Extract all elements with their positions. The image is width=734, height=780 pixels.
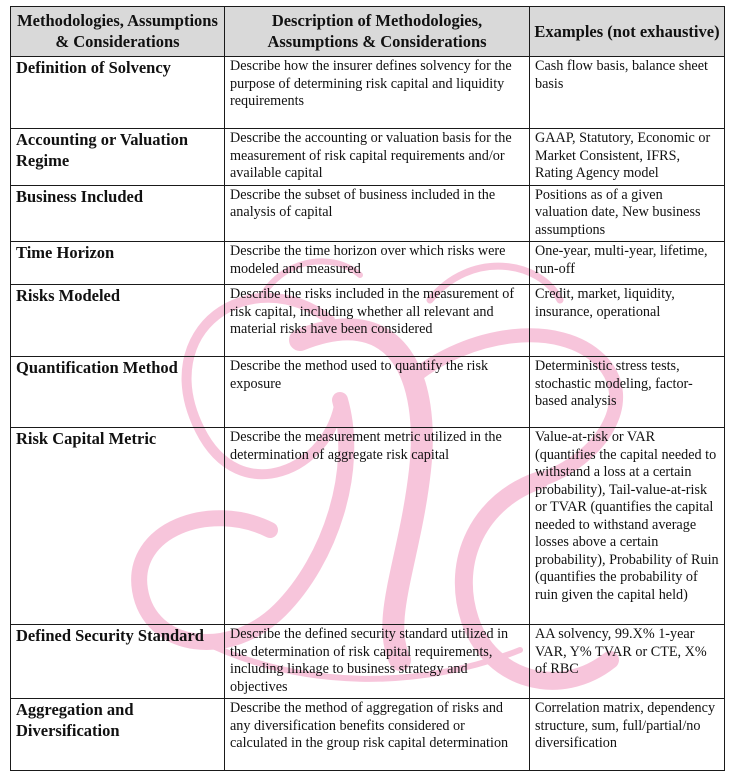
header-row	[11, 7, 725, 57]
description-cell: Describe the subset of business included in the analysis of capital	[225, 185, 530, 242]
methodology-cell: Aggregation and Diversification	[11, 699, 225, 771]
table-row	[11, 57, 725, 129]
table-row	[11, 185, 725, 242]
description-cell: Describe how the insurer defines solvency for the purpose of determining risk capital and liquidity requirements	[225, 57, 530, 129]
header-description: Description of Methodologies, Assumptions & Considerations	[225, 7, 530, 57]
methodology-cell: Time Horizon	[11, 242, 225, 285]
examples-cell: Value-at-risk or VAR (quantifies the capital needed to withstand a loss at a certain probability), Tail-value-at-risk or TVAR (quantifies the capital needed to withstand average losses above a certain probability), Probability of Ruin (quantifies the probability of ruin given the capital held)	[530, 428, 725, 625]
examples-cell: Correlation matrix, dependency structure, sum, full/partial/no diversification	[530, 699, 725, 771]
methodology-cell: Risks Modeled	[11, 285, 225, 357]
header-examples: Examples (not exhaustive)	[530, 7, 725, 57]
table-row	[11, 242, 725, 285]
methodology-cell: Accounting or Valuation Regime	[11, 129, 225, 186]
table-row	[11, 357, 725, 428]
methodology-table	[10, 6, 725, 771]
description-cell: Describe the accounting or valuation basis for the measurement of risk capital requirements and/or available capital	[225, 129, 530, 186]
table-row	[11, 285, 725, 357]
examples-cell: Credit, market, liquidity, insurance, operational	[530, 285, 725, 357]
description-cell: Describe the risks included in the measurement of risk capital, including whether all relevant and material risks have been considered	[225, 285, 530, 357]
methodology-cell: Business Included	[11, 185, 225, 242]
methodology-cell: Quantification Method	[11, 357, 225, 428]
methodology-cell: Defined Security Standard	[11, 625, 225, 699]
description-cell: Describe the method used to quantify the risk exposure	[225, 357, 530, 428]
description-cell: Describe the measurement metric utilized in the determination of aggregate risk capital	[225, 428, 530, 625]
examples-cell: GAAP, Statutory, Economic or Market Consistent, IFRS, Rating Agency model	[530, 129, 725, 186]
table-row	[11, 625, 725, 699]
description-cell: Describe the time horizon over which risks were modeled and measured	[225, 242, 530, 285]
examples-cell: Positions as of a given valuation date, New business assumptions	[530, 185, 725, 242]
examples-cell: Deterministic stress tests, stochastic modeling, factor-based analysis	[530, 357, 725, 428]
header-methodologies: Methodologies, Assumptions & Considerations	[11, 7, 225, 57]
examples-cell: Cash flow basis, balance sheet basis	[530, 57, 725, 129]
table-row	[11, 129, 725, 186]
examples-cell: AA solvency, 99.X% 1-year VAR, Y% TVAR or CTE, X% of RBC	[530, 625, 725, 699]
methodology-cell: Risk Capital Metric	[11, 428, 225, 625]
methodology-cell: Definition of Solvency	[11, 57, 225, 129]
table-row	[11, 428, 725, 625]
table-row	[11, 699, 725, 771]
examples-cell: One-year, multi-year, lifetime, run-off	[530, 242, 725, 285]
description-cell: Describe the defined security standard utilized in the determination of risk capital requirements, including linkage to business strategy and objectives	[225, 625, 530, 699]
description-cell: Describe the method of aggregation of risks and any diversification benefits considered or calculated in the group risk capital determination	[225, 699, 530, 771]
